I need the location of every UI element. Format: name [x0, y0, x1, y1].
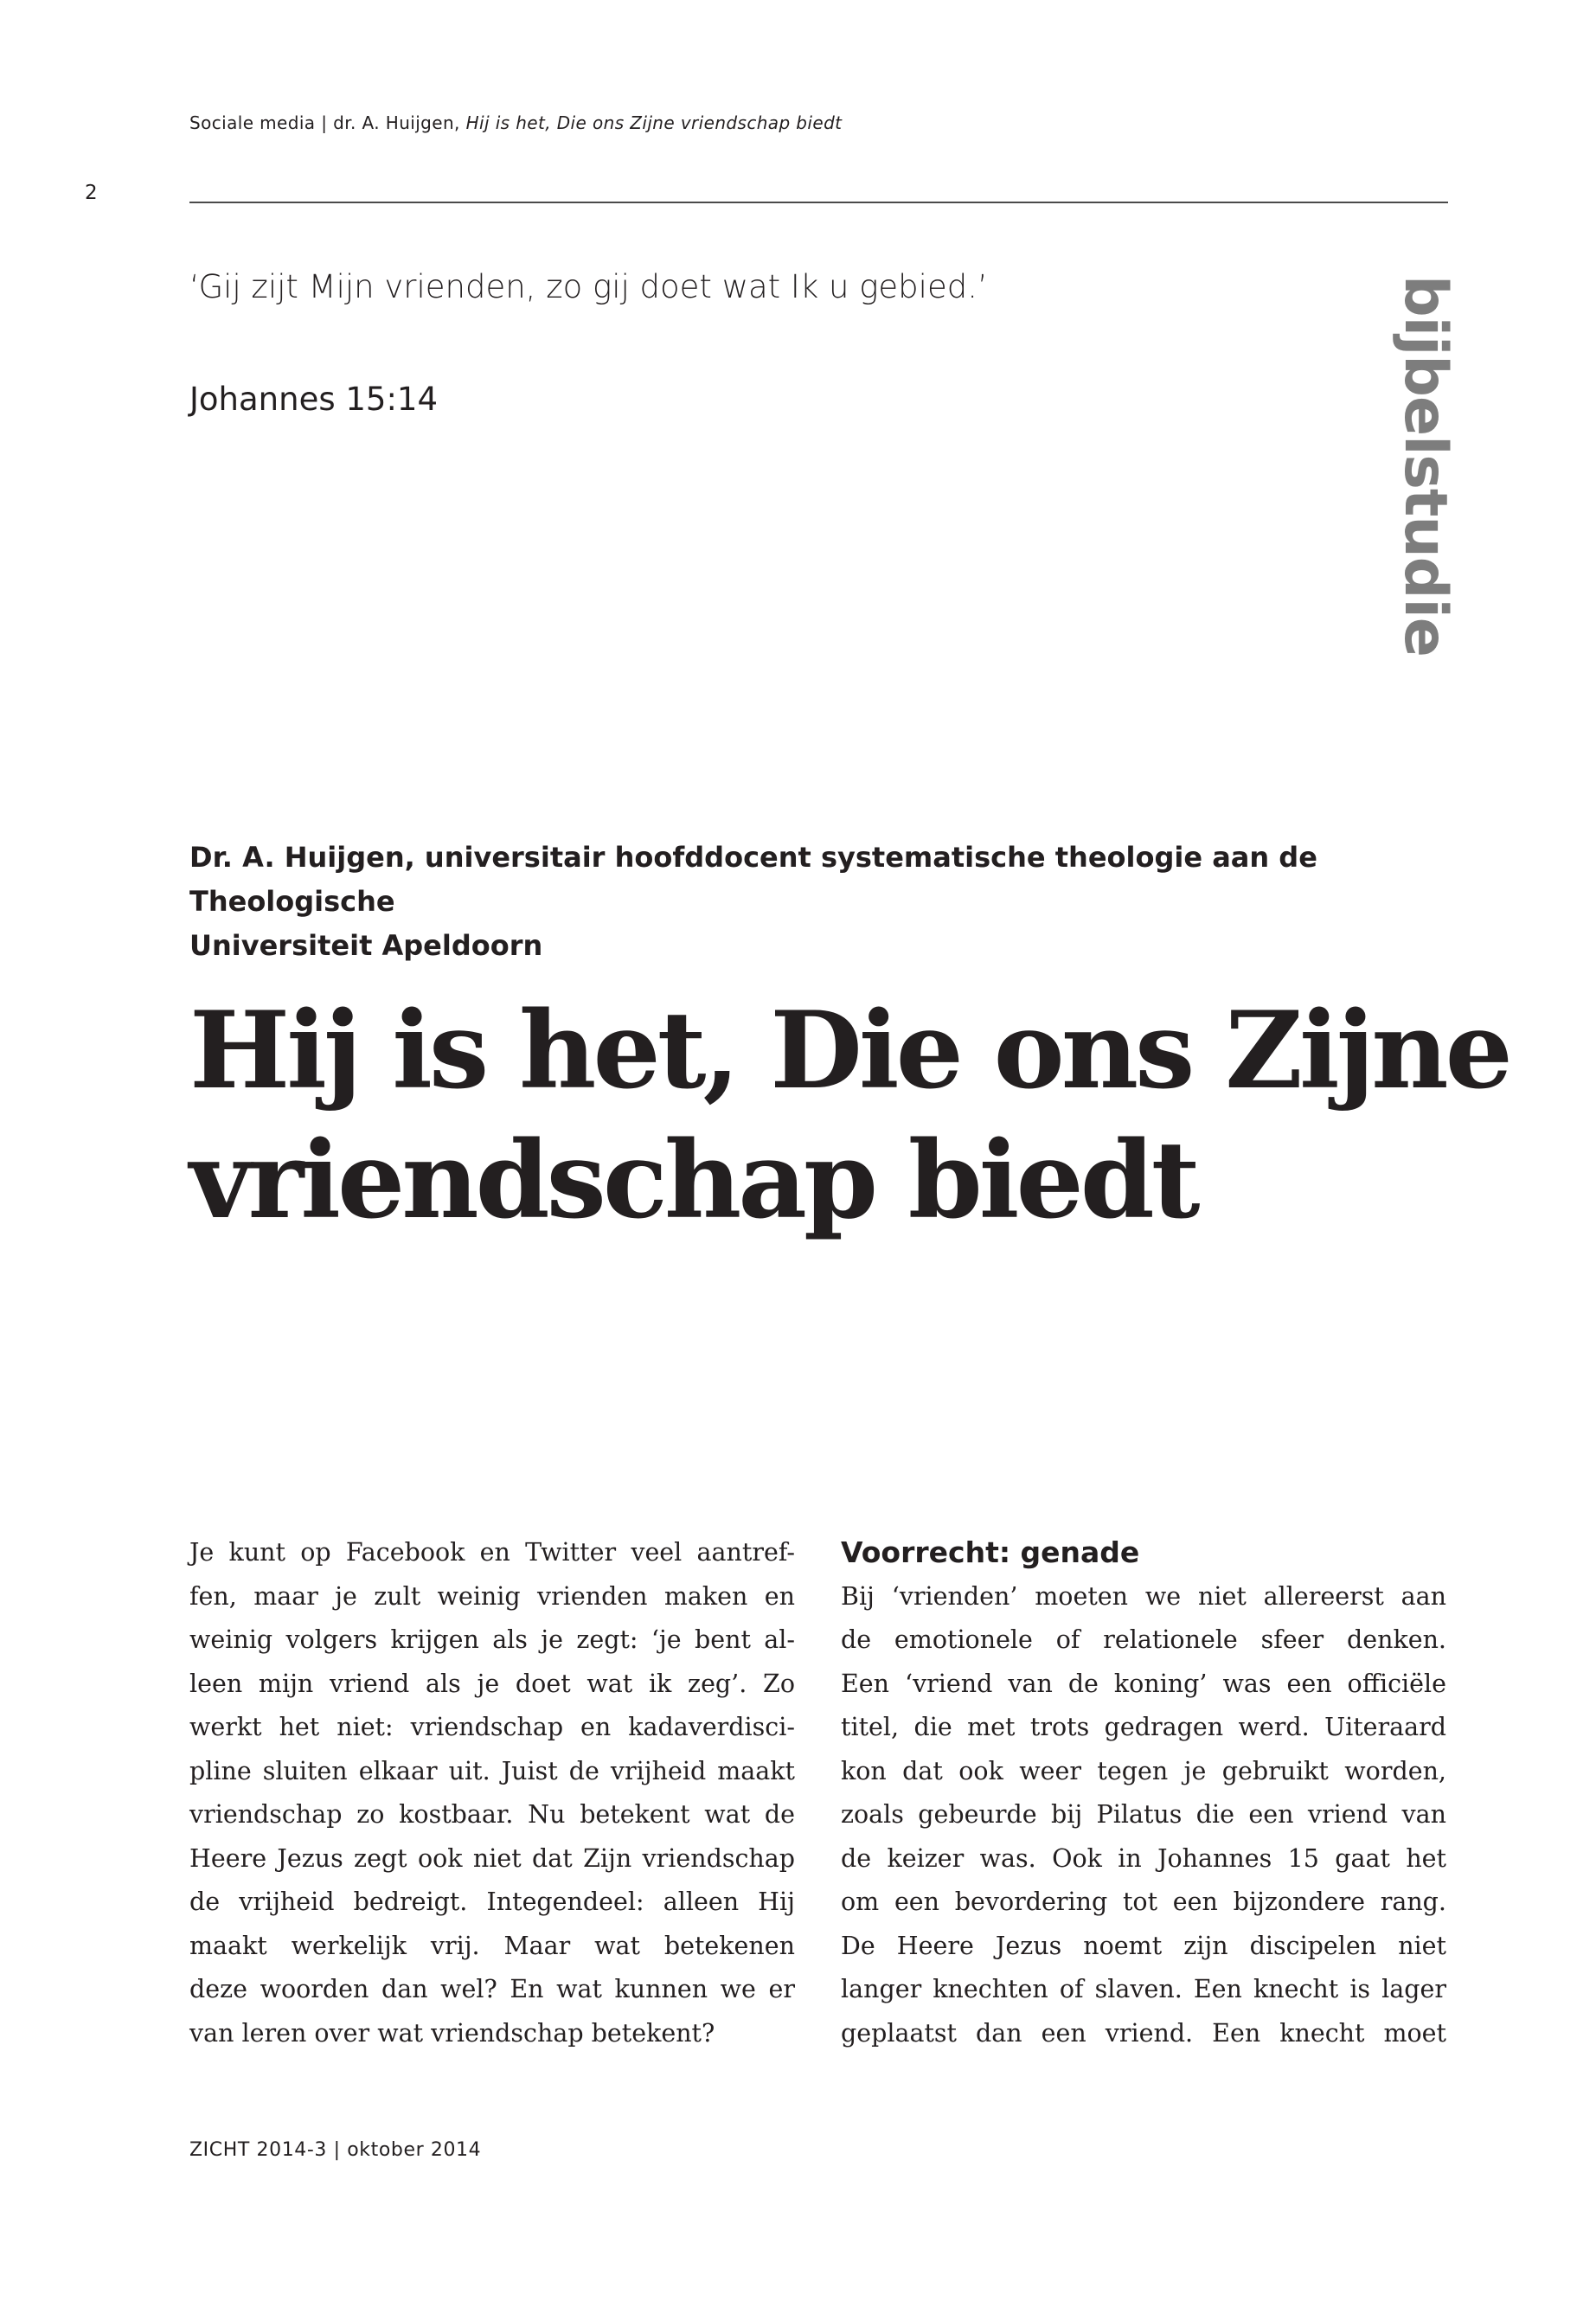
subheading: Voorrecht: genade [841, 1535, 1140, 1569]
body-line: werkt het niet: vriendschap en kadaverdisci- [189, 1713, 795, 1741]
section-label: bijbelstudie [1391, 275, 1459, 657]
body-line: maakt werkelijk vrij. Maar wat betekenen [189, 1931, 795, 1960]
body-line: vriendschap zo kostbaar. Nu betekent wat de [189, 1800, 795, 1829]
body-column-left [189, 1531, 795, 2055]
running-head [189, 112, 842, 133]
body-line: weinig volgers krijgen als je zegt: ‘je bent al- [189, 1625, 795, 1654]
body-line: de emotionele of relationele sfeer denken. [841, 1625, 1446, 1654]
body-line: Je kunt op Facebook en Twitter veel aantref- [189, 1538, 795, 1567]
body-line: langer knechten of slaven. Een knecht is lager [841, 1975, 1446, 2003]
author-line: Universiteit Apeldoorn [189, 929, 543, 962]
body-line: pline sluiten elkaar uit. Juist de vrijheid maakt [189, 1756, 795, 1785]
bible-reference: Johannes 15:14 [189, 381, 439, 418]
body-column-right [841, 1531, 1446, 2055]
page-number: 2 [85, 182, 98, 204]
author-line: Dr. A. Huijgen, universitair hoofddocent systematische theologie aan de Theologische [189, 841, 1317, 918]
body-line: Bij ‘vrienden’ moeten we niet allereerst aan [841, 1581, 1446, 1611]
page-footer: ZICHT 2014-3 | oktober 2014 [189, 2139, 482, 2161]
body-line: leen mijn vriend als je doet wat ik zeg’. Zo [189, 1669, 795, 1698]
author-byline [189, 836, 1452, 968]
title-line: Hij is het, Die ons Zijne [189, 989, 1509, 1113]
title-line: vriendschap biedt [189, 1118, 1197, 1243]
body-line: van leren over wat vriendschap betekent? [189, 2018, 715, 2048]
body-line: fen, maar je zult weinig vrienden maken en [189, 1581, 795, 1611]
body-line: Heere Jezus zegt ook niet dat Zijn vriendschap [189, 1843, 795, 1873]
body-line: zoals gebeurde bij Pilatus die een vriend van [841, 1800, 1446, 1829]
running-head-prefix: Sociale media | dr. A. Huijgen, [189, 112, 466, 133]
body-line: De Heere Jezus noemt zijn discipelen niet [841, 1931, 1446, 1960]
header-rule [189, 202, 1448, 203]
running-head-article-title: Hij is het, Die ons Zijne vriendschap biedt [465, 112, 843, 133]
body-line: om een bevordering tot een bijzondere rang. [841, 1888, 1446, 1916]
body-line: deze woorden dan wel? En wat kunnen we er [189, 1975, 795, 2003]
bible-quote: ‘Gij zijt Mijn vrienden, zo gij doet wat Ik u gebied.’ [189, 268, 988, 305]
article-title [189, 986, 1509, 1246]
body-line: de keizer was. Ook in Johannes 15 gaat het [841, 1843, 1446, 1873]
body-line: kon dat ook weer tegen je gebruikt worden, [841, 1756, 1446, 1785]
body-line: geplaatst dan een vriend. Een knecht moet [841, 2018, 1446, 2048]
body-line: de vrijheid bedreigt. Integendeel: alleen Hij [189, 1888, 795, 1916]
body-line: Een ‘vriend van de koning’ was een officiële [841, 1669, 1446, 1698]
body-line: titel, die met trots gedragen werd. Uiteraard [841, 1713, 1446, 1741]
